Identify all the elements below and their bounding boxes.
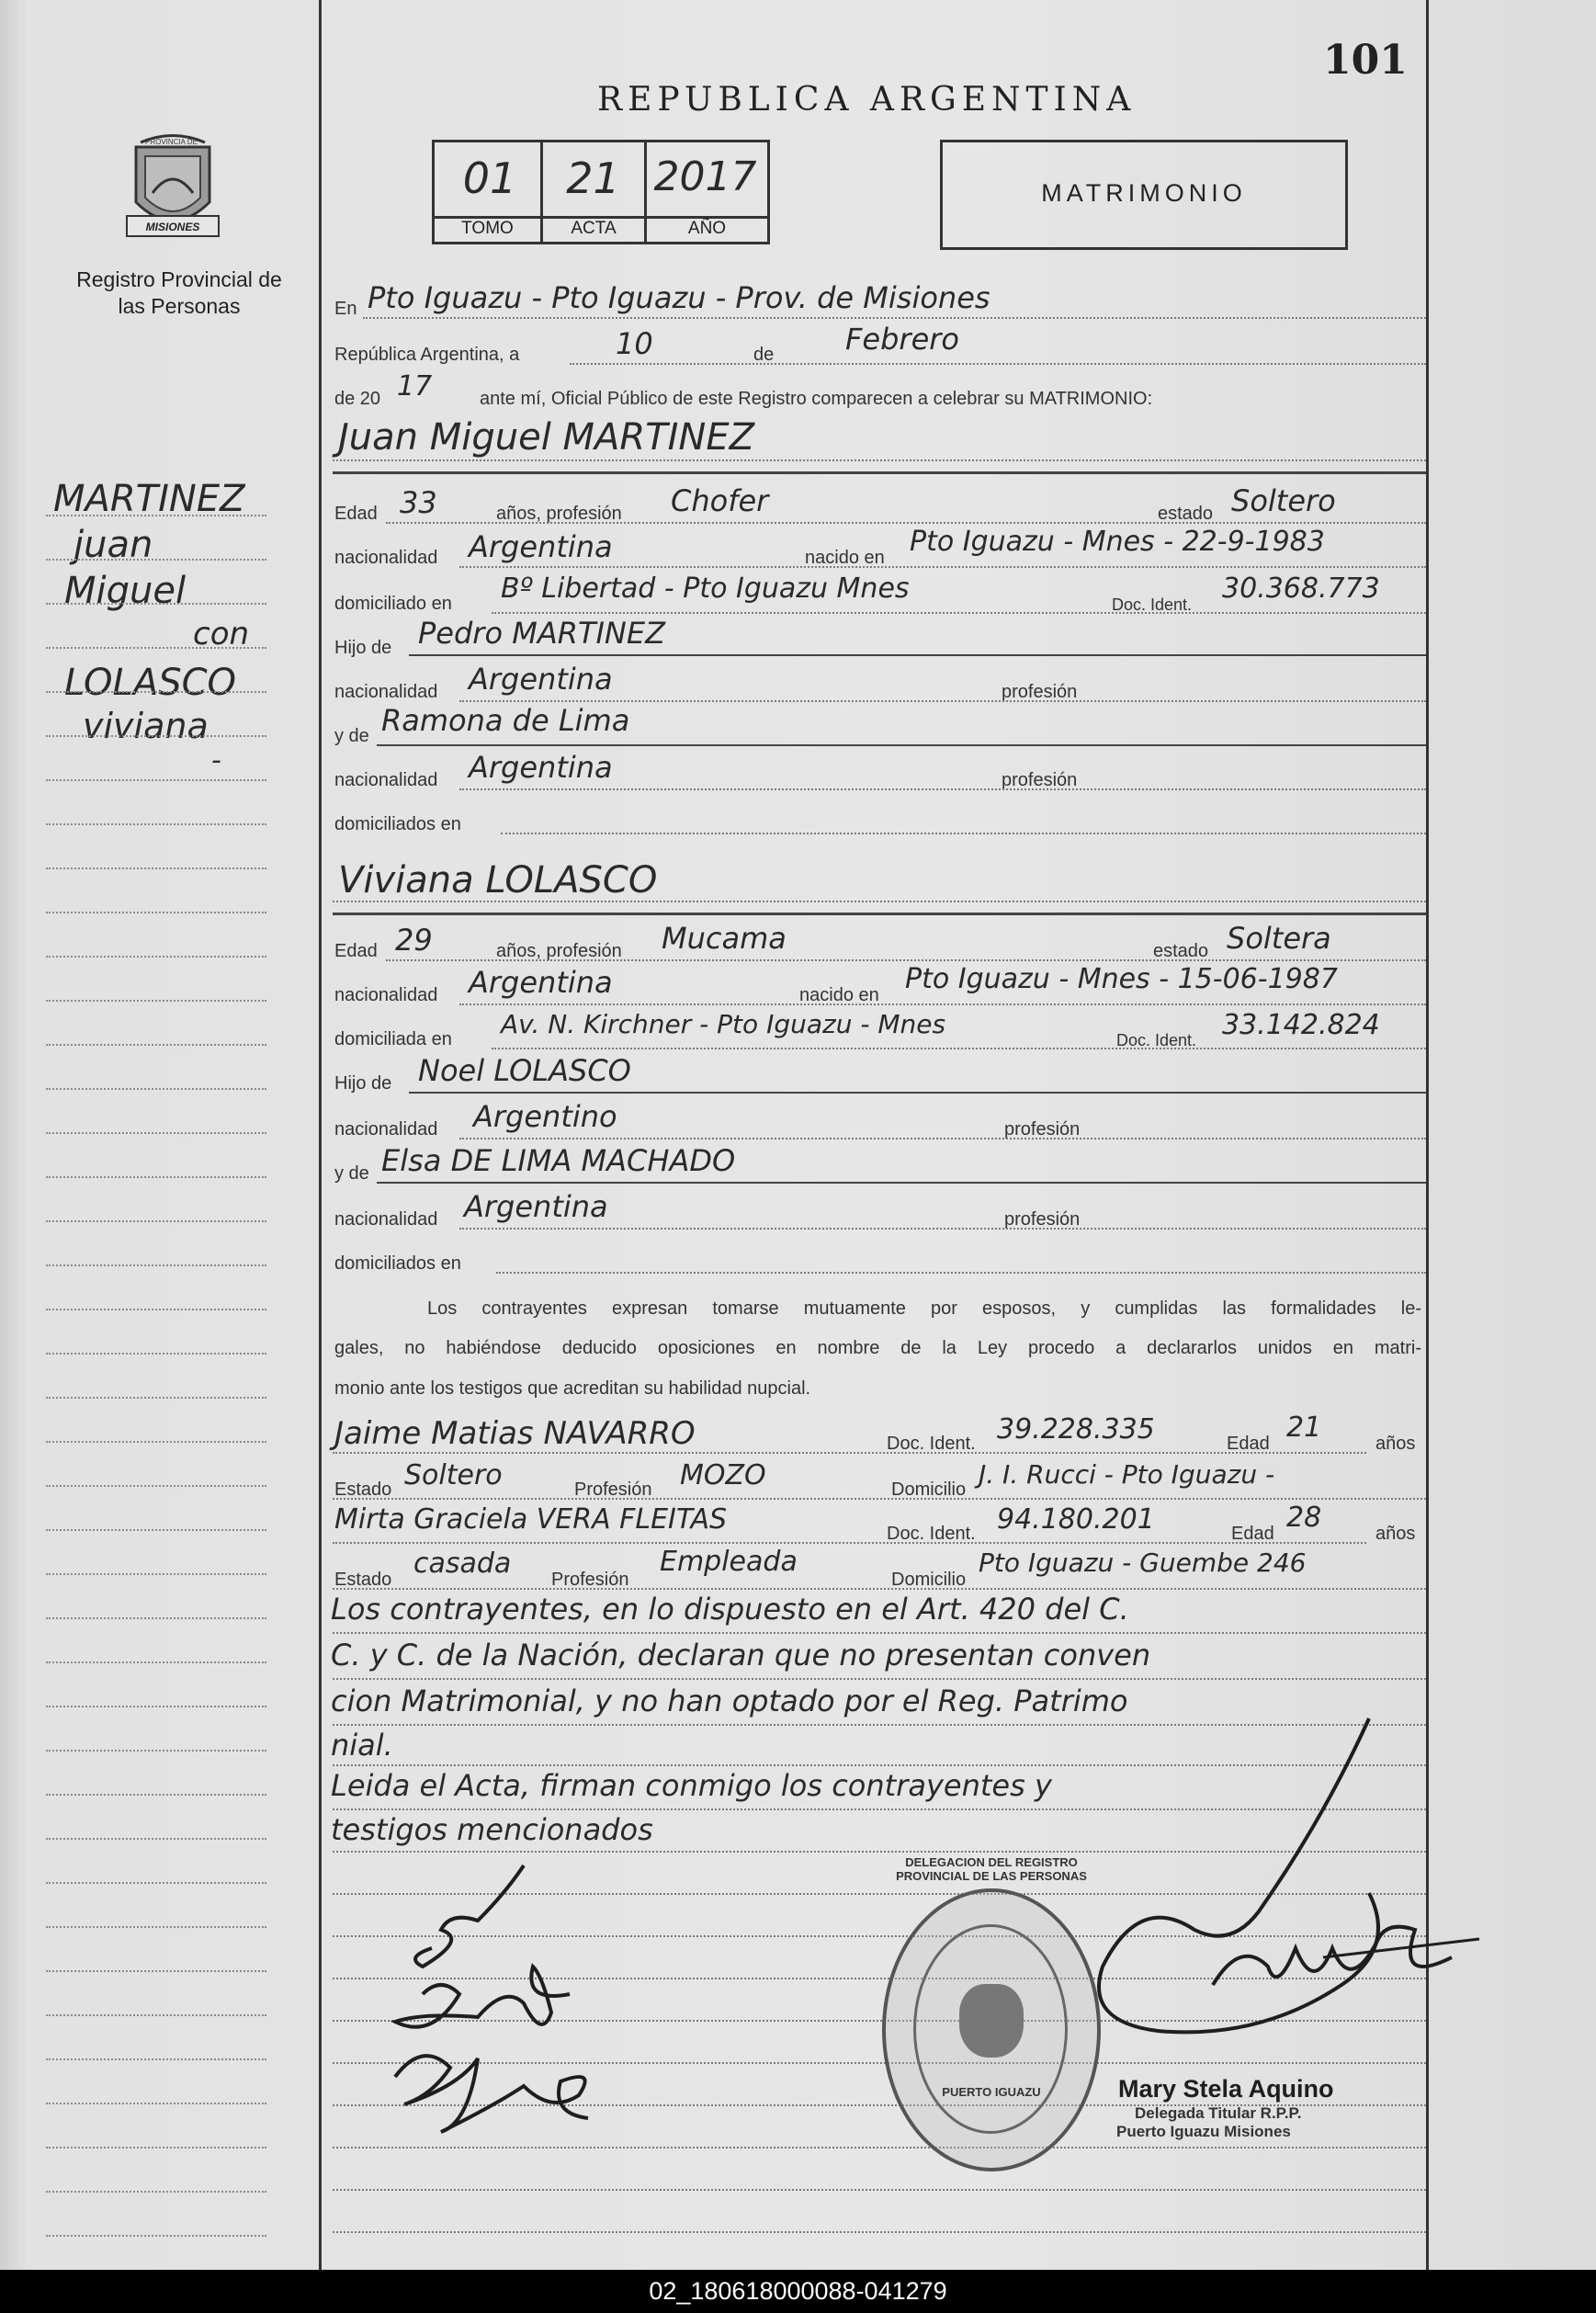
margin-note-line: Miguel — [64, 570, 187, 612]
witness1-edad-label: Edad — [1227, 1434, 1270, 1454]
stamp-ring-text: DELEGACION DEL REGISTRO PROVINCIAL DE LAS PERSONAS — [896, 1855, 1087, 1883]
witness2-domicilio: Pto Iguazu - Guembe 246 — [979, 1548, 1307, 1578]
bride-edad-label: Edad — [334, 941, 378, 961]
en-label: En — [334, 299, 357, 319]
margin-ruled-line — [46, 691, 266, 693]
bride-padre-line — [409, 1092, 1426, 1094]
margin-ruled-line — [46, 1882, 266, 1884]
groom-nac-padre: Argentina — [469, 662, 613, 697]
groom-section-divider — [333, 471, 1426, 474]
declaration-line-3: monio ante los testigos que acreditan su habilidad nupcial. — [334, 1378, 811, 1399]
bride-domiciliada-label: domiciliada en — [334, 1029, 452, 1049]
margin-note-line: LOLASCO — [64, 662, 236, 704]
note-ruled-line — [333, 1678, 1426, 1680]
groom-nac-madre: Argentina — [469, 750, 613, 785]
margin-ruled-line — [46, 1661, 266, 1663]
seal-text-bottom: MISIONES — [145, 221, 200, 233]
year-suffix: 17 — [397, 370, 433, 403]
bride-section-divider — [333, 913, 1426, 915]
month-value: Febrero — [845, 322, 959, 357]
note-line: Leida el Acta, firman conmigo los contrayentes y — [331, 1768, 1052, 1803]
margin-ruled-line — [46, 1220, 266, 1222]
groom-nac-madre-line — [459, 788, 1426, 790]
witness1-estado-label: Estado — [334, 1480, 392, 1500]
witness1-name-line — [333, 1452, 1366, 1454]
bride-edad-line — [386, 959, 1426, 961]
bride-full-name: Viviana LOLASCO — [338, 859, 658, 901]
groom-edad: 33 — [400, 485, 437, 520]
witness2-edad: 28 — [1286, 1502, 1322, 1534]
margin-ruled-line — [46, 647, 266, 649]
witness2-profesion-label: Profesión — [551, 1570, 629, 1590]
groom-profesion: Chofer — [671, 483, 769, 518]
left-margin-border — [319, 0, 322, 2270]
witness2-name: Mirta Graciela VERA FLEITAS — [334, 1503, 728, 1536]
place-line — [363, 317, 1426, 319]
witness2-domicilio-label: Domicilio — [891, 1570, 967, 1590]
republica-label: República Argentina, a — [334, 345, 520, 365]
margin-ruled-line — [46, 956, 266, 958]
groom-doc: 30.368.773 — [1222, 573, 1380, 605]
margin-ruled-line — [46, 2014, 266, 2016]
bride-domiciliados-line — [496, 1272, 1426, 1274]
witness2-doc-label: Doc. Ident. — [887, 1524, 976, 1544]
bride-nac-madre-line — [459, 1228, 1426, 1230]
margin-ruled-line — [46, 1750, 266, 1752]
tomo-value: 01 — [462, 153, 517, 203]
anio-value: 2017 — [653, 153, 757, 200]
bride-estado-label: estado — [1153, 941, 1209, 961]
margin-ruled-line — [46, 1617, 266, 1619]
groom-full-name: Juan Miguel MARTINEZ — [338, 416, 755, 459]
bride-prof-madre-label: profesión — [1004, 1209, 1081, 1230]
groom-nacionalidad: Argentina — [469, 529, 613, 564]
margin-ruled-line — [46, 515, 266, 516]
official-name: Mary Stela Aquino — [1118, 2075, 1334, 2103]
margin-ruled-line — [46, 1838, 266, 1840]
groom-nacionalidad-label: nacionalidad — [334, 548, 438, 568]
witness2-estado: casada — [413, 1548, 512, 1580]
bride-prof-padre-label: profesión — [1004, 1119, 1081, 1139]
margin-ruled-line — [46, 735, 266, 737]
record-id-box — [432, 140, 770, 244]
bride-padre: Noel LOLASCO — [418, 1053, 631, 1088]
margin-note-line: - — [211, 744, 221, 777]
witness2-anos-label: años — [1375, 1524, 1416, 1544]
ruled-line — [333, 2189, 1426, 2191]
day-value: 10 — [616, 326, 653, 361]
witness2-name-line — [333, 1542, 1366, 1544]
witness1-profesion-label: Profesión — [574, 1480, 652, 1500]
groom-anos-profesion-label: años, profesión — [496, 504, 622, 524]
groom-padre-line — [409, 654, 1426, 656]
note-line: cion Matrimonial, y no han optado por el Reg. Patrimo — [331, 1684, 1128, 1718]
margin-note-line: MARTINEZ — [53, 478, 245, 520]
scan-footer-id: 02_180618000088-041279 — [0, 2270, 1596, 2313]
bride-name-line — [333, 901, 1426, 902]
bride-nac-madre: Argentina — [464, 1189, 608, 1224]
groom-edad-line — [386, 522, 1426, 524]
margin-ruled-line — [46, 1573, 266, 1575]
bride-nac-madre-label: nacionalidad — [334, 1209, 438, 1230]
groom-nac-padre-line — [459, 700, 1426, 702]
witness1-estado-line — [333, 1498, 1426, 1500]
contrayentes-signatures — [368, 1856, 662, 2160]
bride-nacionalidad-label: nacionalidad — [334, 985, 438, 1005]
groom-doc-label: Doc. Ident. — [1112, 595, 1193, 614]
bride-nacido-label: nacido en — [799, 985, 879, 1005]
groom-nacionalidad-line — [459, 566, 1426, 568]
margin-ruled-line — [46, 1044, 266, 1046]
bride-domicilio-line — [492, 1048, 1426, 1049]
bride-edad: 29 — [395, 923, 433, 958]
note-line: Los contrayentes, en lo dispuesto en el Art. 420 del C. — [331, 1592, 1129, 1627]
witness1-domicilio-label: Domicilio — [891, 1480, 967, 1500]
seal-text-top: PROVINCIA DE — [145, 138, 198, 146]
bride-domiciliados-label: domiciliados en — [334, 1253, 461, 1274]
groom-edad-label: Edad — [334, 504, 378, 524]
bride-domicilio: Av. N. Kirchner - Pto Iguazu - Mnes — [501, 1009, 946, 1039]
groom-nac-padre-label: nacionalidad — [334, 682, 438, 702]
declaration-line-1: Los contrayentes expresan tomarse mutuamente por esposos, y cumplidas las formalidades le- — [427, 1298, 1421, 1319]
bride-doc-label: Doc. Ident. — [1116, 1031, 1197, 1049]
bride-doc: 33.142.824 — [1222, 1009, 1380, 1041]
de-label: de — [753, 345, 775, 365]
groom-prof-padre-label: profesión — [1002, 682, 1078, 702]
registry-seal — [118, 129, 228, 248]
groom-prof-madre-label: profesión — [1002, 770, 1078, 790]
groom-domiciliado-label: domiciliado en — [334, 594, 452, 614]
margin-ruled-line — [46, 603, 266, 605]
groom-domicilio-line — [492, 612, 1426, 614]
bride-nac-padre: Argentino — [473, 1099, 617, 1134]
stamp-emblem-icon — [959, 1984, 1024, 2058]
groom-name-line — [333, 459, 1426, 461]
margin-ruled-line — [46, 1309, 266, 1310]
anio-label: AÑO — [687, 219, 727, 238]
margin-ruled-line — [46, 1706, 266, 1707]
groom-madre: Ramona de Lima — [381, 703, 630, 738]
note-line: nial. — [331, 1728, 393, 1763]
groom-nac-madre-label: nacionalidad — [334, 770, 438, 790]
note-line: testigos mencionados — [331, 1812, 653, 1847]
witness2-estado-label: Estado — [334, 1570, 392, 1590]
registry-name: Registro Provincial de las Personas — [76, 267, 282, 318]
witness1-edad: 21 — [1286, 1412, 1322, 1444]
margin-ruled-line — [46, 2103, 266, 2104]
document-type-box — [940, 140, 1348, 250]
margin-ruled-line — [46, 1353, 266, 1355]
appear-text: ante mí, Oficial Público de este Registro comparecen a celebrar su MATRIMONIO: — [480, 389, 1153, 409]
witness2-doc: 94.180.201 — [997, 1503, 1155, 1536]
country-title: REPUBLICA ARGENTINA — [597, 81, 1137, 119]
margin-ruled-line — [46, 2147, 266, 2149]
bride-profesion: Mucama — [662, 921, 787, 956]
bride-nacionalidad: Argentina — [469, 965, 613, 1000]
margin-ruled-line — [46, 823, 266, 825]
witness2-edad-label: Edad — [1231, 1524, 1274, 1544]
witness2-estado-line — [333, 1588, 1426, 1590]
year-prefix: de 20 — [334, 389, 381, 409]
registry-stamp — [882, 1855, 1101, 2171]
witness1-doc-label: Doc. Ident. — [887, 1434, 976, 1454]
groom-hijo-de-label: Hijo de — [334, 638, 392, 658]
bride-nac-padre-label: nacionalidad — [334, 1119, 438, 1139]
witness1-domicilio: J. I. Rucci - Pto Iguazu - — [979, 1459, 1275, 1490]
note-line: C. y C. de la Nación, declaran que no presentan conven — [331, 1638, 1151, 1672]
acta-label: ACTA — [571, 219, 617, 238]
margin-ruled-line — [46, 1485, 266, 1487]
margin-note-line: con — [193, 616, 250, 652]
margin-ruled-line — [46, 1000, 266, 1002]
groom-nacido: Pto Iguazu - Mnes - 22-9-1983 — [910, 526, 1325, 558]
groom-padre: Pedro MARTINEZ — [418, 616, 665, 651]
stamp-inner-text: PUERTO IGUAZU — [942, 2085, 1041, 2099]
groom-y-de-label: y de — [334, 726, 369, 746]
margin-note-line: viviana — [83, 706, 209, 746]
bride-anos-profesion-label: años, profesión — [496, 941, 622, 961]
margin-ruled-line — [46, 1441, 266, 1443]
ruled-line — [333, 2231, 1426, 2233]
page-number: 101 — [1323, 37, 1408, 84]
margin-ruled-line — [46, 1397, 266, 1399]
groom-estado-label: estado — [1158, 504, 1214, 524]
margin-ruled-line — [46, 867, 266, 869]
official-location: Puerto Iguazu Misiones — [1116, 2123, 1291, 2140]
margin-ruled-line — [46, 1176, 266, 1178]
official-title: Delegada Titular R.P.P. — [1135, 2104, 1302, 2122]
margin-ruled-line — [46, 1088, 266, 1090]
groom-domicilio: Bº Libertad - Pto Iguazu Mnes — [501, 573, 910, 605]
bride-nac-padre-line — [459, 1138, 1426, 1139]
place-value: Pto Iguazu - Pto Iguazu - Prov. de Misiones — [368, 280, 990, 315]
margin-ruled-line — [46, 1264, 266, 1266]
margin-ruled-line — [46, 1132, 266, 1134]
date-line — [570, 363, 1426, 365]
bride-y-de-label: y de — [334, 1163, 369, 1184]
margin-ruled-line — [46, 2235, 266, 2237]
bride-nacido: Pto Iguazu - Mnes - 15-06-1987 — [905, 963, 1338, 995]
margin-ruled-line — [46, 2058, 266, 2060]
margin-ruled-line — [46, 559, 266, 561]
margin-ruled-line — [46, 779, 266, 781]
bride-hijo-de-label: Hijo de — [334, 1073, 392, 1094]
margin-ruled-line — [46, 1794, 266, 1796]
document-type-label: MATRIMONIO — [1041, 179, 1247, 207]
bride-madre: Elsa DE LIMA MACHADO — [381, 1143, 736, 1178]
witness1-name: Jaime Matias NAVARRO — [334, 1415, 696, 1452]
tomo-label: TOMO — [461, 219, 514, 238]
bride-estado: Soltera — [1227, 921, 1331, 956]
margin-ruled-line — [46, 1529, 266, 1531]
declaration-line-2: gales, no habiéndose deducido oposiciones en nombre de la Ley procedo a declararlos unidos en matri- — [334, 1338, 1421, 1358]
witness1-estado: Soltero — [404, 1459, 503, 1491]
note-ruled-line — [333, 1632, 1426, 1634]
witness1-anos-label: años — [1375, 1434, 1416, 1454]
margin-ruled-line — [46, 1970, 266, 1972]
margin-ruled-line — [46, 1926, 266, 1928]
margin-note-line: juan — [74, 524, 153, 566]
witness1-doc: 39.228.335 — [997, 1413, 1155, 1446]
groom-domiciliados-line — [501, 833, 1426, 834]
bride-nacionalidad-line — [459, 1003, 1426, 1005]
margin-ruled-line — [46, 2191, 266, 2193]
groom-estado: Soltero — [1231, 483, 1336, 518]
witness1-profesion: MOZO — [680, 1459, 766, 1491]
witness2-profesion: Empleada — [660, 1546, 798, 1578]
groom-domiciliados-label: domiciliados en — [334, 814, 461, 834]
groom-madre-line — [377, 744, 1426, 746]
bride-madre-line — [377, 1182, 1426, 1184]
margin-ruled-line — [46, 912, 266, 913]
acta-value: 21 — [566, 153, 620, 203]
groom-nacido-label: nacido en — [805, 548, 885, 568]
